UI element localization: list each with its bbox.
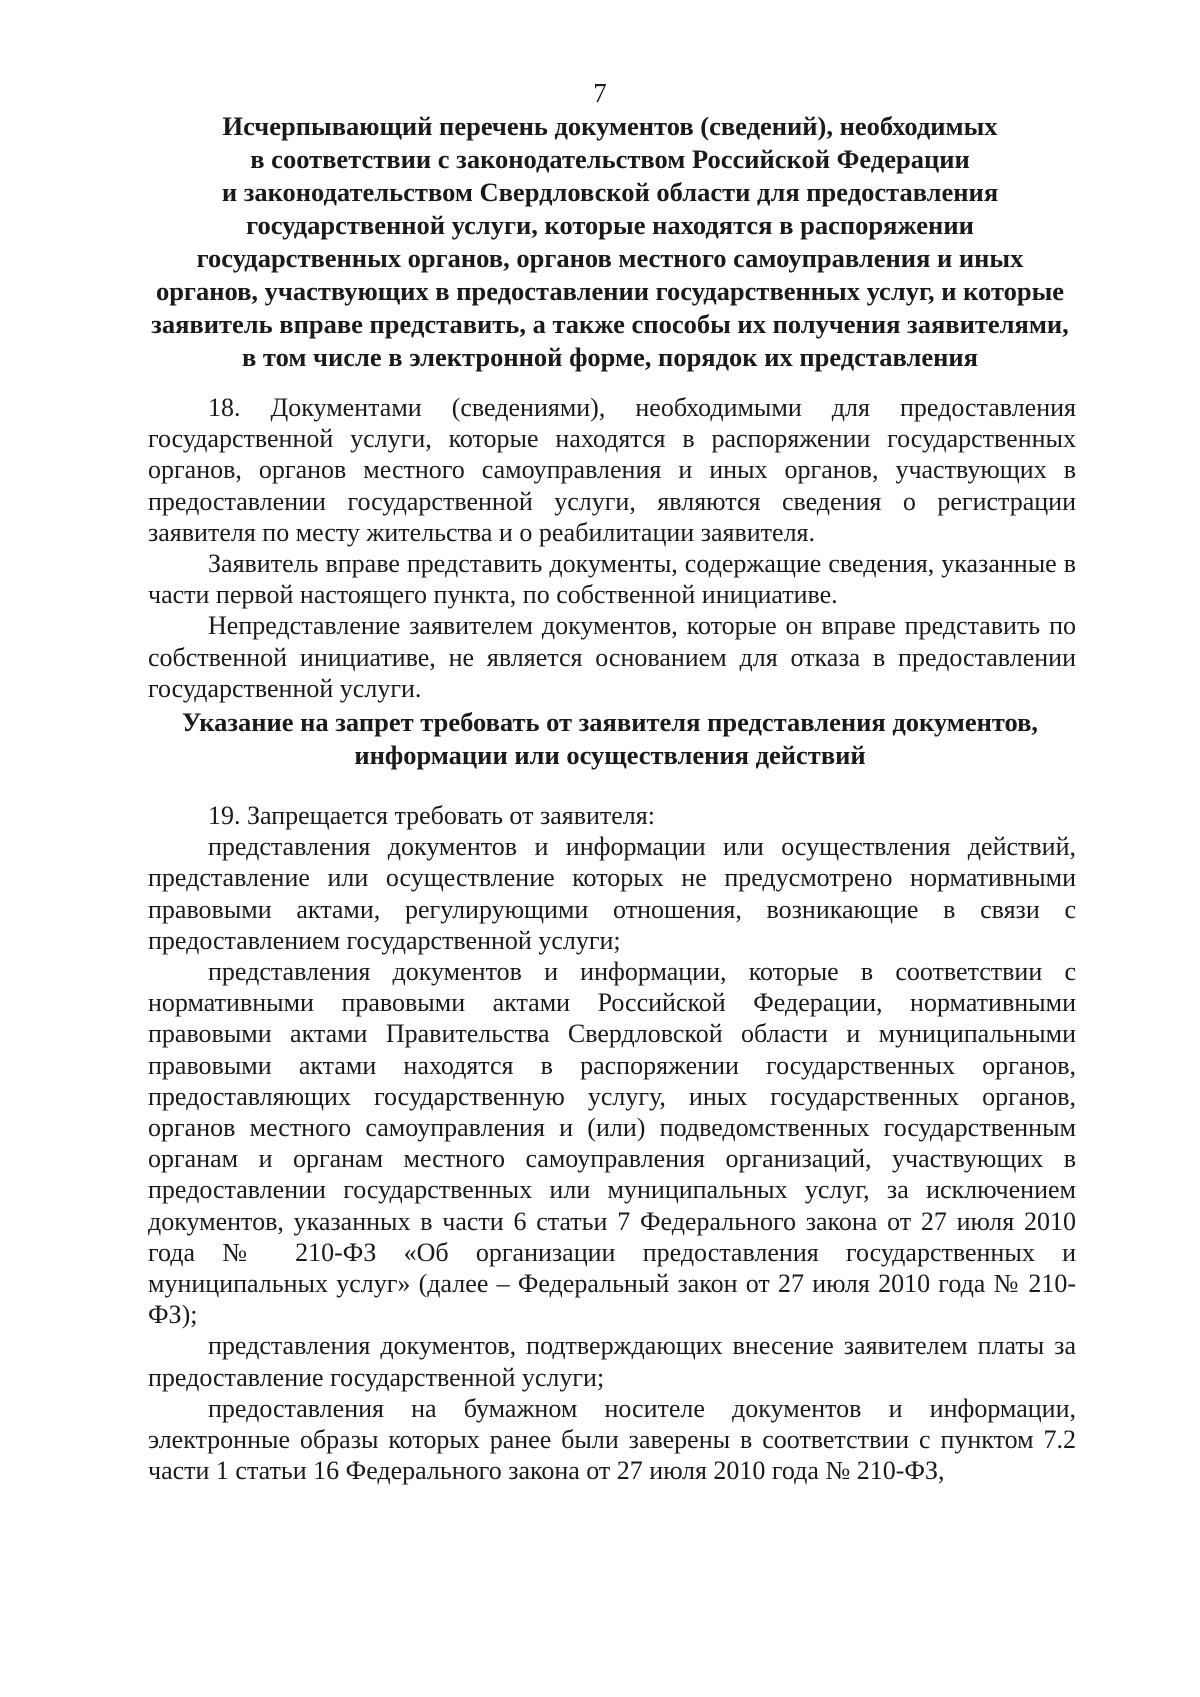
heading-line: Исчерпывающий перечень документов (сведений), необходимых [222,111,998,141]
paragraph: Непредставление заявителем документов, которые он вправе представить по собственной инициативе, не является основанием для отказа в предоставлении государственной услуги. [148,611,1076,703]
heading-line: и законодательством Свердловской области для предоставления [221,177,999,207]
heading-line: заявитель вправе представить, а также способы их получения заявителями, [151,309,1069,339]
heading-line: в том числе в электронной форме, порядок их представления [242,342,978,372]
paragraph: 19. Запрещается требовать от заявителя: [208,801,655,830]
paragraph: Заявитель вправе представить документы, содержащие сведения, указанные в части первой настоящего пункта, по собственной инициативе. [148,549,1076,610]
paragraph: представления документов, подтверждающих внесение заявителем платы за предоставление государственной услуги; [148,1331,1076,1392]
heading-line: информации или осуществления действий [354,740,866,770]
heading-line: в соответствии с законодательством Российской Федерации [250,144,970,174]
paragraph: 18. Документами (сведениями), необходимыми для предоставления государственной услуги, которые находятся в распоряжении государственных органов, органов местного самоуправления и иных органов, участвующих в предоставлении государственной услуги, являются сведения о регистрации заявителя по месту жительства и о реабилитации заявителя. [148,393,1076,547]
paragraph: представления документов и информации, которые в соответствии с нормативными правовыми актами Российской Федерации, нормативными правовыми актами Правительства Свердловской области и муниципальными правовыми актами находятся в распоряжении государственных органов, предоставляющих государственную услугу, иных государственных органов, органов местного самоуправления и (или) подведомственных государственным органам и органам местного самоуправления организаций, участвующих в предоставлении государственных или муниципальных услуг, за исключением документов, указанных в части 6 статьи 7 Федерального закона от 27 июля 2010 года № 210-ФЗ «Об организации предоставления государственных и муниципальных услуг» (далее – Федеральный закон от 27 июля 2010 года № 210-ФЗ); [148,957,1076,1330]
heading-line: государственной услуги, которые находятся в распоряжении [246,210,974,240]
paragraph: представления документов и информации или осуществления действий, представление или осуществление которых не предусмотрено нормативными правовыми актами, регулирующими отношения, возникающие в связи с предоставлением государственной услуги; [148,832,1076,955]
paragraph: предоставления на бумажном носителе документов и информации, электронные образы которых ранее были заверены в соответствии с пунктом 7.2 части 1 статьи 16 Федерального закона от 27 июля 2010 года № 210-ФЗ, [148,1393,1076,1486]
heading-line: Указание на запрет требовать от заявителя представления документов, [181,707,1039,737]
clause-19-body [148,800,1076,1486]
heading-line: органов, участвующих в предоставлении государственных услуг, и которые [155,276,1065,306]
heading-line: государственных органов, органов местного самоуправления и иных [196,243,1024,273]
section-heading-prohibition [140,706,1080,772]
clause-18-body [148,392,1076,704]
page-number: 7 [593,78,607,108]
section-heading-documents-list [140,110,1080,374]
